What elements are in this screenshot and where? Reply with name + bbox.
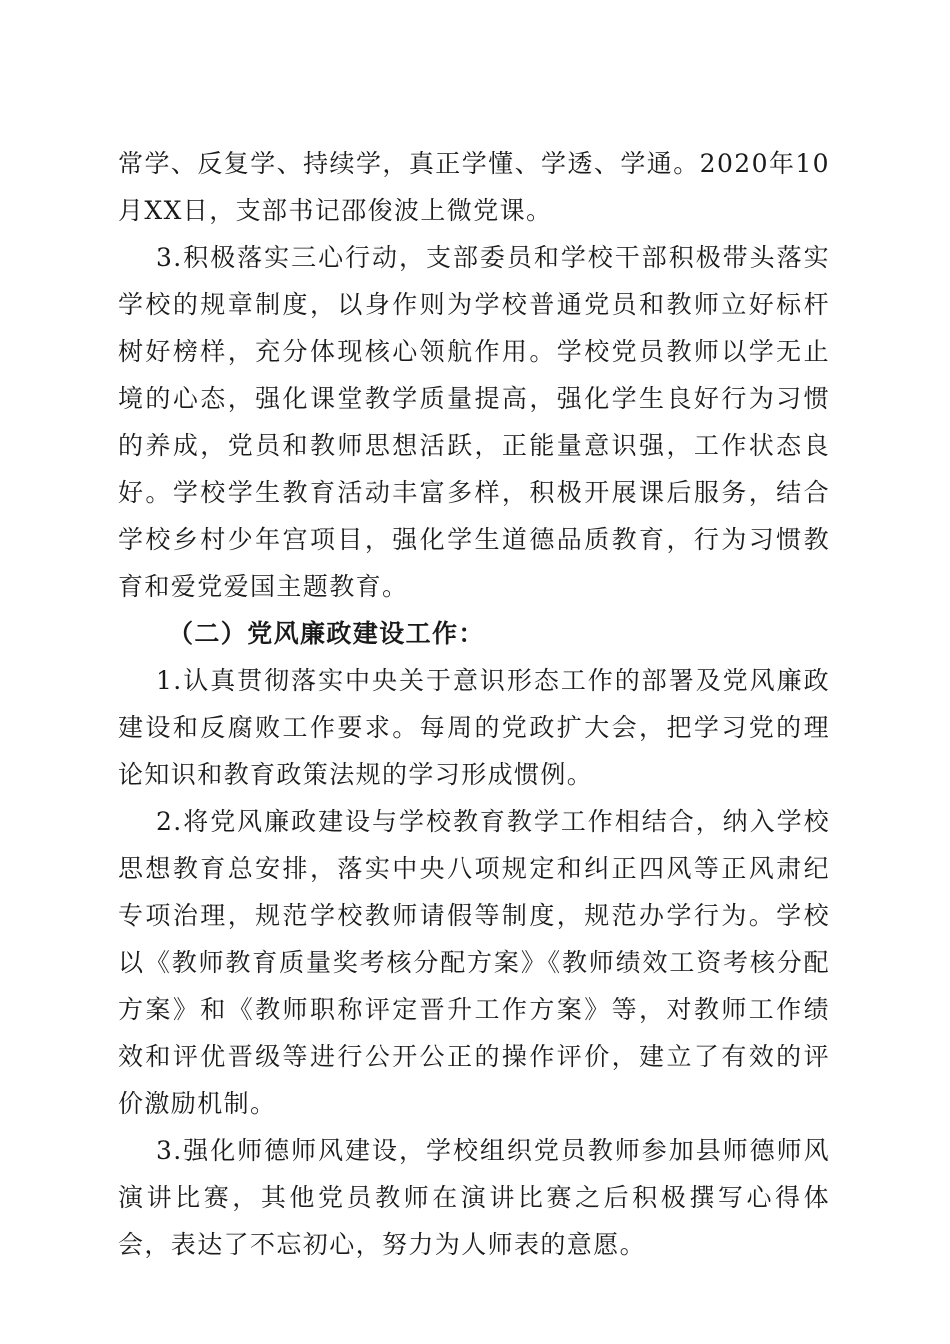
paragraph-item-1-ideology: 1.认真贯彻落实中央关于意识形态工作的部署及党风廉政建设和反腐败工作要求。每周的党政扩大会，把学习党的理论知识和教育政策法规的学习形成惯例。 — [118, 666, 830, 789]
document-body — [118, 140, 830, 1268]
section-heading-party-integrity: （二）党风廉政建设工作： — [168, 619, 485, 648]
paragraph-continuation: 常学、反复学、持续学，真正学懂、学透、学通。2020年10月XX日，支部书记邵俊波上微党课。 — [118, 149, 830, 225]
paragraph-item-3-three-hearts: 3.积极落实三心行动，支部委员和学校干部积极带头落实学校的规章制度，以身作则为学校普通党员和教师立好标杆树好榜样，充分体现核心领航作用。学校党员教师以学无止境的心态，强化课堂教学质量提高，强化学生良好行为习惯的养成，党员和教师思想活跃，正能量意识强，工作状态良好。学校学生教育活动丰富多样，积极开展课后服务，结合学校乡村少年宫项目，强化学生道德品质教育，行为习惯教育和爱党爱国主题教育。 — [118, 243, 830, 601]
paragraph-item-3-teacher-ethics: 3.强化师德师风建设，学校组织党员教师参加县师德师风演讲比赛，其他党员教师在演讲比赛之后积极撰写心得体会，表达了不忘初心，努力为人师表的意愿。 — [118, 1136, 830, 1259]
paragraph-item-2-integrity-teaching: 2.将党风廉政建设与学校教育教学工作相结合，纳入学校思想教育总安排，落实中央八项规定和纠正四风等正风肃纪专项治理，规范学校教师请假等制度，规范办学行为。学校以《教师教育质量奖考核分配方案》《教师绩效工资考核分配方案》和《教师职称评定晋升工作方案》等，对教师工作绩效和评优晋级等进行公开公正的操作评价，建立了有效的评价激励机制。 — [118, 807, 830, 1118]
